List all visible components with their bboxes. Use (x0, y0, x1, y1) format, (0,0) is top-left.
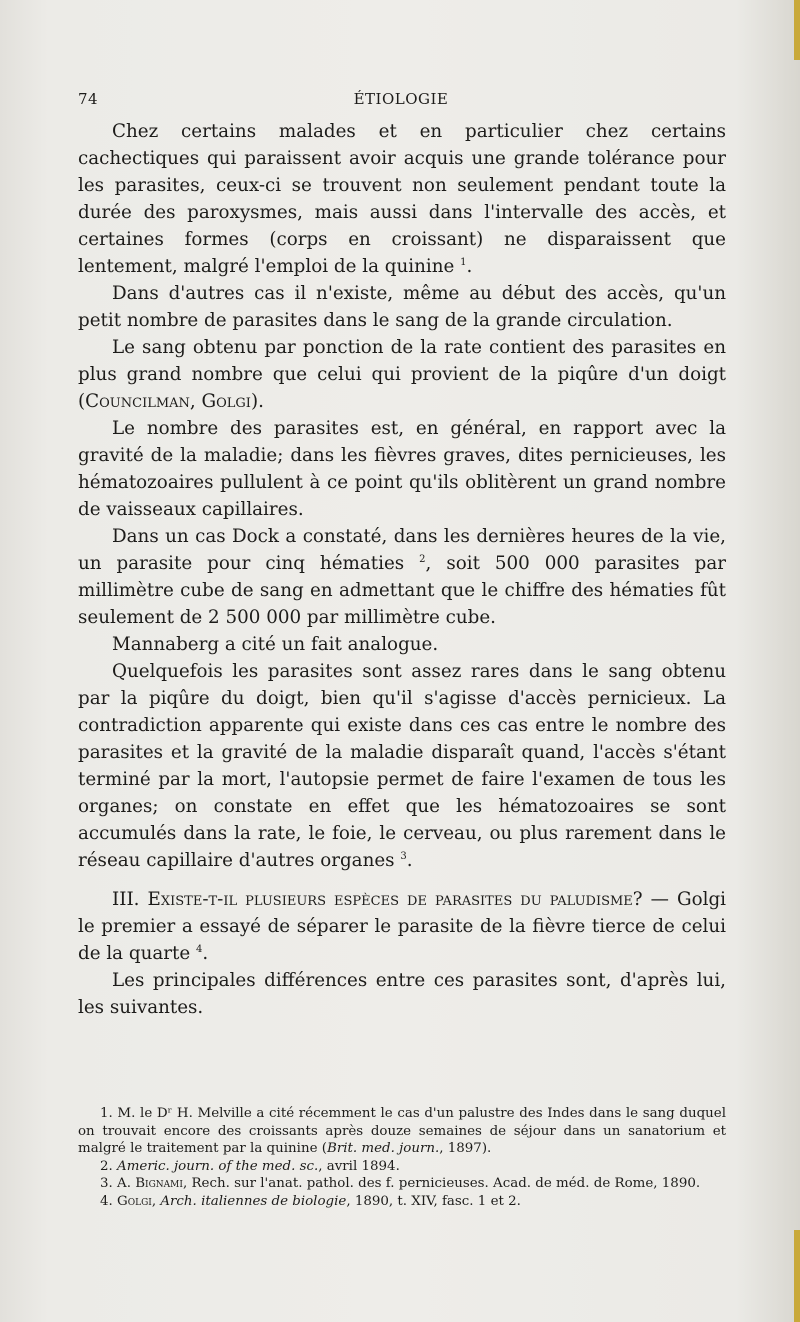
paragraph: Les principales différences entre ces parasites sont, d'après lui, les suivantes. (78, 970, 726, 1018)
footnote: 2. Americ. journ. of the med. sc., avril 1894. (100, 1158, 400, 1174)
footnotes (78, 1105, 726, 1210)
footnote: 4. Golgi, Arch. italiennes de biologie, 1890, t. XIV, fasc. 1 et 2. (100, 1193, 521, 1209)
paragraph: Dans un cas Dock a constaté, dans les dernières heures de la vie, un parasite pour cinq hématies $^2$, soit 500 000 parasites par millimètre cube de sang en admettant que le chiffre des hématies fût seulement de 2 500 000 par millimètre cube. (78, 526, 727, 628)
cited-names: Councilman, Golgi (85, 391, 251, 412)
paragraph: Dans d'autres cas il n'existe, même au début des accès, qu'un petit nombre de parasites dans le sang de la grande circulation. (78, 283, 726, 331)
page-number: 74 (78, 90, 99, 108)
running-header (78, 86, 724, 112)
footnote: 1. M. le Dʳ H. Melville a cité récemment le cas d'un palustre des Indes dans le sang duquel on trouvait encore des croissants après douze semaines de séjour dans un sanatorium et malgré le traitement par la quinine (Brit. med. journ., 1897). (78, 1106, 726, 1156)
paragraph: Le nombre des parasites est, en général, en rapport avec la gravité de la maladie; dans les fièvres graves, dites pernicieuses, les hématozoaires pullulent à ce point qu'ils oblitèrent un grand nombre de vaisseaux capillaires. (78, 418, 726, 520)
page-edge-mark (794, 1230, 800, 1322)
paragraph: Quelquefois les parasites sont assez rares dans le sang obtenu par la piqûre du doigt, bien qu'il s'agisse d'accès pernicieux. La contradiction apparente qui existe dans ces cas entre le nombre des parasites et la gravité de la maladie disparaît quand, l'accès s'étant terminé par la mort, l'autopsie permet de faire l'examen de tous les organes; on constate en effet que les hématozoaires se sont accumulés dans la rate, le foie, le cerveau, ou plus rarement dans le réseau capillaire d'autres organes $^3$. (78, 661, 726, 871)
paragraph: Mannaberg a cité un fait analogue. (112, 634, 439, 655)
paragraph: Chez certains malades et en particulier chez certains cachectiques qui paraissent avoir acquis une grande tolérance pour les parasites, ceux-ci se trouvent non seulement pendant toute la durée des paroxysmes, mais aussi dans l'intervalle des accès, et certaines formes (corps en croissant) ne disparaissent que lentement, malgré l'emploi de la quinine $^1$. (78, 121, 726, 277)
section-paragraph: III. Existe-t-il plusieurs espèces de parasites du paludisme? — Golgi le premier a essayé de séparer le parasite de la fièvre tierce de celui de la quarte $^4$. (78, 889, 727, 964)
paragraph: Le sang obtenu par ponction de la rate contient des parasites en plus grand nombre que celui qui provient de la piqûre d'un doigt (Councilman, Golgi). (78, 337, 726, 412)
footnote: 3. A. Bignami, Rech. sur l'anat. pathol. des f. pernicieuses. Acad. de méd. de Rome, 1890. (100, 1176, 701, 1191)
footnote-ref: 1 (460, 256, 467, 268)
footnote-ref: 3 (400, 850, 407, 862)
footnote-ref: 4 (195, 943, 203, 955)
running-title: ÉTIOLOGIE (353, 90, 449, 108)
footnote-ref: 2 (419, 553, 426, 565)
page-edge-mark (794, 0, 800, 60)
section-heading: III. Existe-t-il plusieurs espèces de parasites du paludisme? — (112, 889, 669, 910)
main-text (78, 118, 726, 1021)
